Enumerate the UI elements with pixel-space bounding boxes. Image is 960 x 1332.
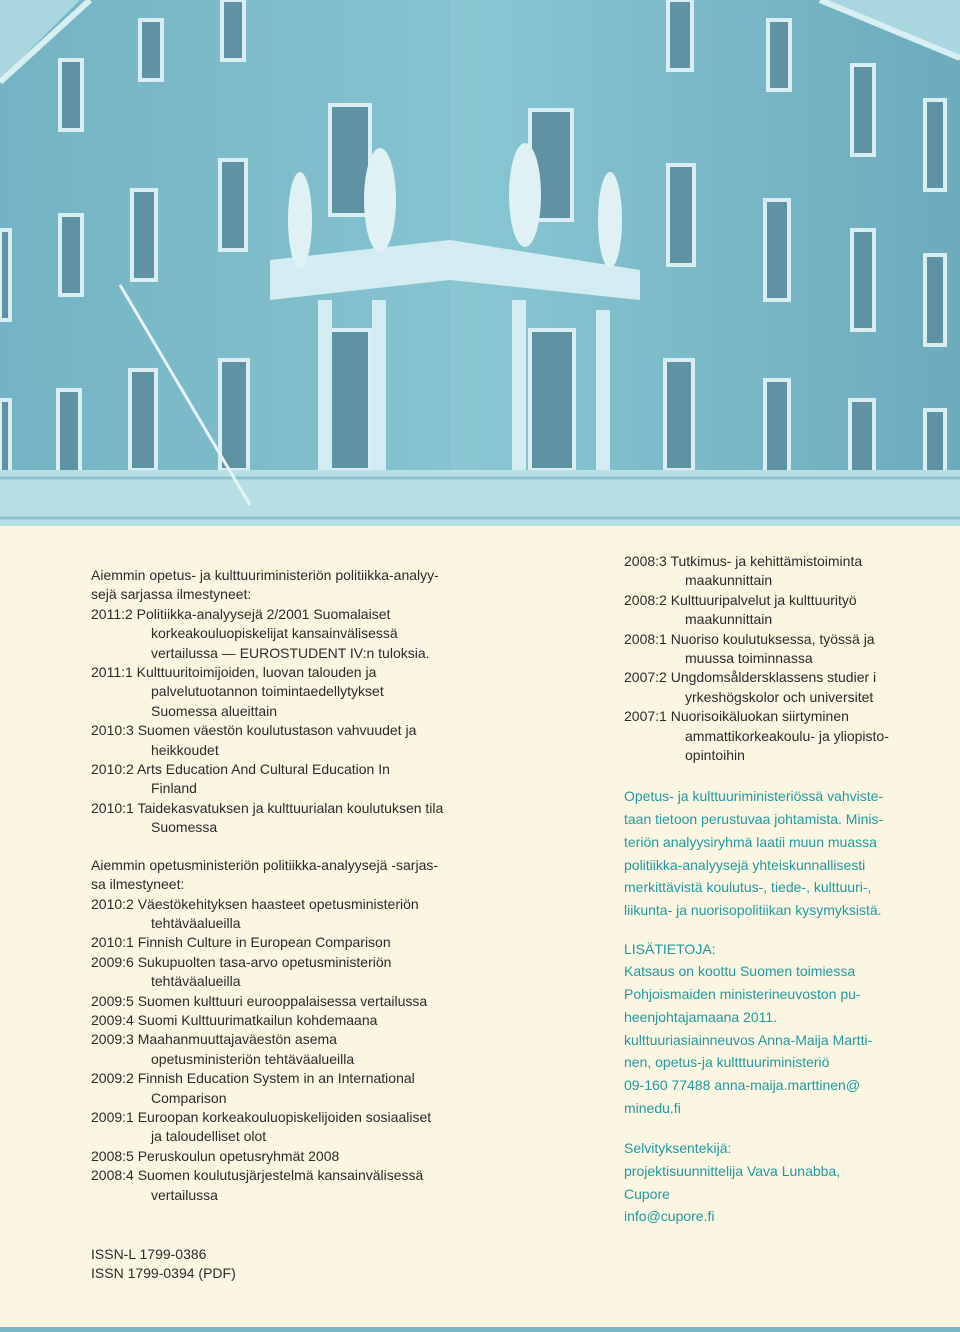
item-title-cont: Suomessa alueittain bbox=[151, 702, 278, 719]
item-title: Kulttuuripalvelut ja kulttuurityö bbox=[670, 591, 857, 608]
item-title: Peruskoulun opetusryhmät 2008 bbox=[137, 1147, 340, 1164]
item-title: Maahanmuuttajaväestön asema bbox=[137, 1031, 337, 1048]
item-title: Suomen väestön koulutustason vahvuudet ja bbox=[137, 722, 417, 739]
list-item bbox=[91, 1147, 471, 1166]
item-code: 2007:2 bbox=[624, 669, 667, 686]
item-title-cont: maakunnittain bbox=[685, 611, 773, 628]
list-item bbox=[91, 1069, 471, 1108]
item-code: 2010:1 bbox=[91, 934, 134, 951]
publication-list bbox=[91, 895, 471, 1206]
list-item bbox=[91, 799, 471, 838]
item-title-cont: yrkeshögskolor och universitet bbox=[685, 688, 874, 705]
blurb-line: Opetus- ja kulttuuriministeriössä vahviste- bbox=[624, 788, 884, 805]
publication-list bbox=[91, 605, 471, 838]
item-title-cont: vertailussa bbox=[151, 1186, 218, 1203]
blurb-line: liikunta- ja nuorisopolitiikan kysymyksistä. bbox=[624, 901, 882, 918]
list-item bbox=[624, 552, 924, 591]
building-illustration bbox=[0, 0, 960, 526]
item-title-cont: vertailussa — EUROSTUDENT IV:n tuloksia. bbox=[151, 644, 430, 661]
intro-line: sejä sarjassa ilmestyneet: bbox=[91, 586, 252, 603]
list-item bbox=[91, 1166, 471, 1205]
item-title: Politiikka-analyysejä 2/2001 Suomalaiset bbox=[136, 605, 391, 622]
blurb-line: taan tietoon perustuvaa johtamista. Minis- bbox=[624, 811, 884, 828]
blurb-line: teriön analyysiryhmä laatii muun muassa bbox=[624, 833, 877, 850]
issn-pdf: ISSN 1799-0394 (PDF) bbox=[91, 1265, 236, 1282]
item-code: 2009:5 bbox=[91, 992, 134, 1009]
list-item bbox=[624, 630, 924, 669]
item-code: 2008:4 bbox=[91, 1167, 134, 1184]
contact-line: Pohjoismaiden ministerineuvoston pu- bbox=[624, 986, 861, 1003]
item-title-cont: maakunnittain bbox=[685, 572, 773, 589]
item-title-cont: Comparison bbox=[151, 1089, 227, 1106]
list-item bbox=[91, 953, 471, 992]
list-item bbox=[91, 760, 471, 799]
item-code: 2009:4 bbox=[91, 1011, 134, 1028]
item-code: 2008:2 bbox=[624, 591, 667, 608]
author-line: info@cupore.fi bbox=[624, 1208, 715, 1225]
item-title: Väestökehityksen haasteet opetusministeriön bbox=[137, 895, 419, 912]
contact-line: heenjohtajamaana 2011. bbox=[624, 1008, 778, 1025]
item-title: Finnish Education System in an International bbox=[137, 1070, 415, 1087]
contact-line: kulttuuriasiainneuvos Anna-Maija Martti- bbox=[624, 1031, 873, 1048]
intro-line: sa ilmestyneet: bbox=[91, 876, 185, 893]
item-code: 2008:3 bbox=[624, 553, 667, 569]
author-line: projektisuunnittelija Vava Lunabba, bbox=[624, 1163, 841, 1180]
item-title-cont: tehtäväalueilla bbox=[151, 973, 241, 990]
list-item bbox=[91, 1011, 471, 1030]
item-title: Kulttuuritoimijoiden, luovan talouden ja bbox=[136, 664, 377, 681]
item-title-cont: palvelutuotannon toimintaedellytykset bbox=[151, 683, 384, 700]
item-code: 2008:5 bbox=[91, 1147, 134, 1164]
item-title: Tutkimus- ja kehittämistoiminta bbox=[670, 553, 863, 569]
item-code: 2009:1 bbox=[91, 1108, 134, 1125]
list-item bbox=[91, 721, 471, 760]
item-title-cont: Suomessa bbox=[151, 819, 218, 836]
item-title: Arts Education And Cultural Education In bbox=[136, 761, 390, 778]
right-column bbox=[624, 552, 924, 1228]
author-info bbox=[624, 1137, 924, 1228]
item-title: Suomen koulutusjärjestelmä kansainvälisessä bbox=[137, 1167, 424, 1184]
list-item bbox=[91, 663, 471, 721]
item-title: Euroopan korkeakouluopiskelijoiden sosiaaliset bbox=[137, 1108, 432, 1125]
item-code: 2011:2 bbox=[91, 605, 133, 622]
intro-line: Aiemmin opetus- ja kulttuuriministeriön politiikka-analyy- bbox=[91, 567, 439, 583]
publication-list bbox=[624, 552, 924, 765]
analysis-group-blurb bbox=[624, 785, 924, 921]
item-title-cont: muussa toiminnassa bbox=[685, 650, 813, 667]
item-code: 2010:2 bbox=[91, 761, 134, 778]
item-title-cont: heikkoudet bbox=[151, 741, 219, 758]
item-code: 2010:2 bbox=[91, 895, 134, 912]
item-code: 2008:1 bbox=[624, 630, 667, 647]
item-title: Taidekasvatuksen ja kulttuurialan koulutuksen tila bbox=[137, 799, 444, 816]
item-title-cont: opintoihin bbox=[685, 747, 745, 764]
item-code: 2010:1 bbox=[91, 799, 134, 816]
item-title: Finnish Culture in European Comparison bbox=[137, 934, 391, 951]
blurb-line: merkittävistä koulutus-, tiede-, kulttuuri-, bbox=[624, 879, 872, 896]
bottom-rule bbox=[0, 1327, 960, 1332]
list-item bbox=[91, 992, 471, 1011]
item-title-cont: Finland bbox=[151, 780, 197, 797]
contact-line: minedu.fi bbox=[624, 1099, 681, 1116]
item-title-cont: opetusministeriön tehtäväalueilla bbox=[151, 1050, 355, 1067]
item-title: Ungdomsåldersklassens studier i bbox=[670, 669, 877, 686]
item-code: 2009:2 bbox=[91, 1070, 134, 1087]
item-code: 2009:6 bbox=[91, 953, 134, 970]
list-item bbox=[91, 933, 471, 952]
building-photo bbox=[0, 0, 960, 526]
item-title-cont: tehtäväalueilla bbox=[151, 914, 241, 931]
item-title-cont: ja taloudelliset olot bbox=[151, 1128, 267, 1145]
contact-line: nen, opetus-ja kultttuuriministeriö bbox=[624, 1054, 830, 1071]
item-title-cont: ammattikorkeakoulu- ja yliopisto- bbox=[685, 727, 889, 744]
item-title: Sukupuolten tasa-arvo opetusministeriön bbox=[137, 953, 392, 970]
issn-l: ISSN-L 1799-0386 bbox=[91, 1246, 207, 1262]
item-title: Suomi Kulttuurimatkailun kohdemaana bbox=[137, 1011, 378, 1028]
item-title: Nuorisoikäluokan siirtyminen bbox=[670, 708, 849, 725]
author-heading: Selvityksentekijä: bbox=[624, 1140, 732, 1157]
list-item bbox=[91, 1030, 471, 1069]
list-item bbox=[624, 591, 924, 630]
list-item bbox=[624, 707, 924, 765]
item-title-cont: korkeakouluopiskelijat kansainvälisessä bbox=[151, 625, 398, 642]
list-item bbox=[624, 668, 924, 707]
contact-info bbox=[624, 938, 924, 1120]
contact-line: 09-160 77488 anna-maija.marttinen@ bbox=[624, 1076, 861, 1093]
intro-line: Aiemmin opetusministeriön politiikka-analyysejä -sarjas- bbox=[91, 856, 439, 873]
author-line: Cupore bbox=[624, 1185, 670, 1202]
list-item bbox=[91, 605, 471, 663]
item-code: 2007:1 bbox=[624, 708, 667, 725]
list-item bbox=[91, 895, 471, 934]
item-title: Suomen kulttuuri eurooppalaisessa vertailussa bbox=[137, 992, 428, 1009]
list-item bbox=[91, 1108, 471, 1147]
item-code: 2011:1 bbox=[91, 664, 133, 681]
item-code: 2010:3 bbox=[91, 722, 134, 739]
contact-heading: LISÄTIETOJA: bbox=[624, 940, 716, 957]
item-code: 2009:3 bbox=[91, 1031, 134, 1048]
blurb-line: politiikka-analyysejä yhteiskunnallisesti bbox=[624, 856, 866, 873]
contact-line: Katsaus on koottu Suomen toimiessa bbox=[624, 963, 856, 980]
left-column bbox=[91, 566, 471, 1284]
item-title: Nuoriso koulutuksessa, työssä ja bbox=[670, 630, 875, 647]
